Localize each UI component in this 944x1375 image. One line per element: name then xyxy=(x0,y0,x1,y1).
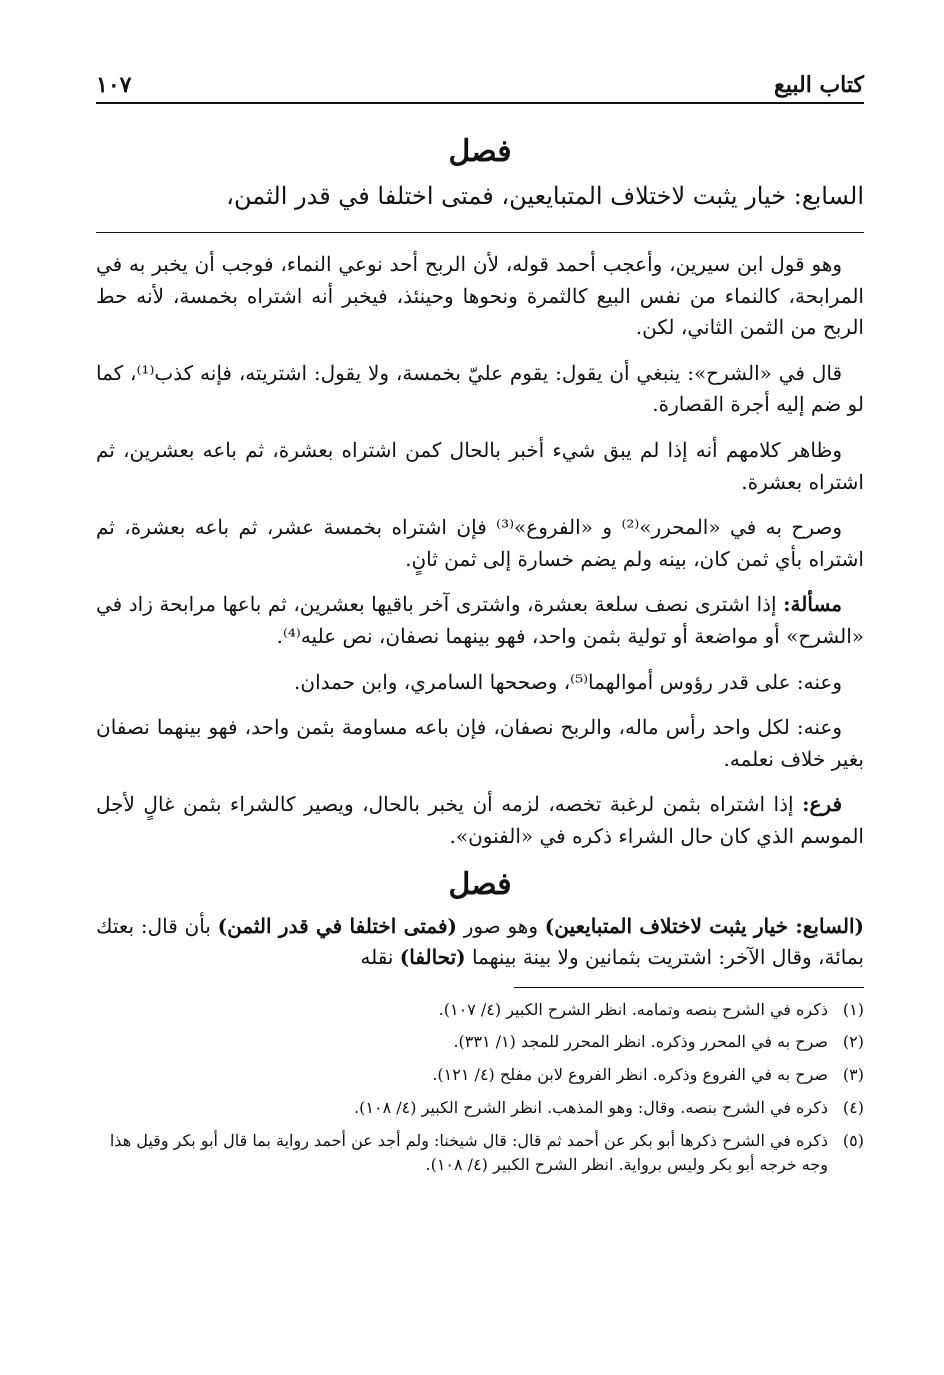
footnote xyxy=(96,1129,864,1179)
footnote xyxy=(96,1063,864,1088)
footnote xyxy=(96,1030,864,1055)
footnote-number: (٣) xyxy=(842,1065,864,1085)
footnote-divider xyxy=(514,987,864,988)
footnote-text: ذكره في الشرح بنصه. وقال: وهو المذهب. انظر الشرح الكبير (٤/ ١٠٨). xyxy=(354,1097,828,1117)
sharh-text-1: وهو صور xyxy=(457,913,545,938)
footnote xyxy=(96,998,864,1023)
sharh-paragraph xyxy=(96,911,864,973)
paragraph-2: قال في «الشرح»: ينبغي أن يقول: يقوم عليّ بخمسة، ولا يقول: اشتريته، فإنه كذب⁽¹⁾، كما لو ضم إليه أجرة القصارة. xyxy=(96,360,864,417)
paragraph-3: وظاهر كلامهم أنه إذا لم يبق شيء أخبر بالحال كمن اشتراه بعشرة، ثم باعه بعشرين، ثم اشتراه بعشرة. xyxy=(96,437,864,494)
footnote-number: (٥) xyxy=(842,1130,864,1150)
footnote-text: صرح به في المحرر وذكره. انظر المحرر للمجد (١/ ٣٣١). xyxy=(453,1032,828,1052)
masala-paragraph xyxy=(96,589,864,652)
book-title: كتاب البيع xyxy=(774,72,864,98)
masala-text: إذا اشترى نصف سلعة بعشرة، واشترى آخر باقيها بعشرين، ثم باعها مرابحة زاد في «الشرح» أو مواضعة أو تولية بثمن واحد، فهو بينهما نصفان، نص عليه⁽⁴⁾. xyxy=(96,592,864,648)
book-page xyxy=(96,58,864,1348)
masala-label: مسألة: xyxy=(783,592,843,617)
footnote-text: ذكره في الشرح ذكرها أبو بكر عن أحمد ثم قال: قال شيخنا: ولم أجد عن أحمد رواية بما قال أبو بكر وقيل هذا وجه خرجه أبو بكر وليس برواية. انظر الشرح الكبير (٤/ ١٠٨). xyxy=(109,1130,828,1175)
section-heading-1: فصل xyxy=(448,134,512,169)
page-number: ١٠٧ xyxy=(96,72,132,98)
paragraph-4: وصرح به في «المحرر»⁽²⁾ و «الفروع»⁽³⁾ فإن اشتراه بخمسة عشر، ثم باعه بعشرة، ثم اشتراه بأي ثمن كان، بينه ولم يضم خسارة إلى ثمن ثانٍ. xyxy=(96,515,864,571)
far-text: إذا اشتراه بثمن لرغبة تخصه، لزمه أن يخبر بالحال، ويصير كالشراء بثمن غالٍ لأجل الموسم الذي كان حال الشراء ذكره في «الفنون». xyxy=(96,792,864,848)
section-heading-2: فصل xyxy=(448,866,512,902)
footnote-text: ذكره في الشرح بنصه وتمامه. انظر الشرح الكبير (٤/ ١٠٧). xyxy=(438,999,828,1019)
footnote-number: (٤) xyxy=(842,1097,864,1117)
matn-quote-3: (تحالفا) xyxy=(399,944,466,969)
paragraph-1: وهو قول ابن سيرين، وأعجب أحمد قوله، لأن الربح أحد نوعي النماء، فوجب أن يخبر به في المرابحة، كالنماء من نفس البيع كالثمرة ونحوها وحينئذ، فيخبر أنه اشتراه بخمسة، لأنه حط الربح من الثمن الثاني، لكن. xyxy=(96,252,864,340)
sharh-text-2: بأن قال: بعتك بمائة، وقال الآخر: اشتريت بثمانين ولا بينة بينهما xyxy=(96,913,864,969)
matn-quote-1: (السابع: خيار يثبت لاختلاف المتبايعين) xyxy=(544,913,865,938)
matn-divider xyxy=(96,232,864,233)
far-paragraph xyxy=(96,789,864,852)
paragraph-5: وعنه: على قدر رؤوس أموالهما⁽⁵⁾، وصححها السامري، وابن حمدان. xyxy=(294,669,842,694)
footnote-number: (١) xyxy=(842,999,864,1019)
running-header xyxy=(96,58,864,104)
footnote xyxy=(96,1096,864,1121)
matn-quote-2: (فمتى اختلفا في قدر الثمن) xyxy=(217,913,457,938)
matn-text: السابع: خيار يثبت لاختلاف المتبايعين، فمتى اختلفا في قدر الثمن، xyxy=(226,182,864,210)
far-label: فرع: xyxy=(802,792,843,817)
footnote-text: صرح به في الفروع وذكره. انظر الفروع لابن مفلح (٤/ ١٢١). xyxy=(432,1065,828,1085)
sharh-text-3: نقله xyxy=(360,944,400,969)
footnote-number: (٢) xyxy=(842,1032,864,1052)
paragraph-6: وعنه: لكل واحد رأس ماله، والربح نصفان، فإن باعه مساومة بثمن واحد، فهو بينهما نصفان بغير خلاف نعلمه. xyxy=(96,715,864,771)
